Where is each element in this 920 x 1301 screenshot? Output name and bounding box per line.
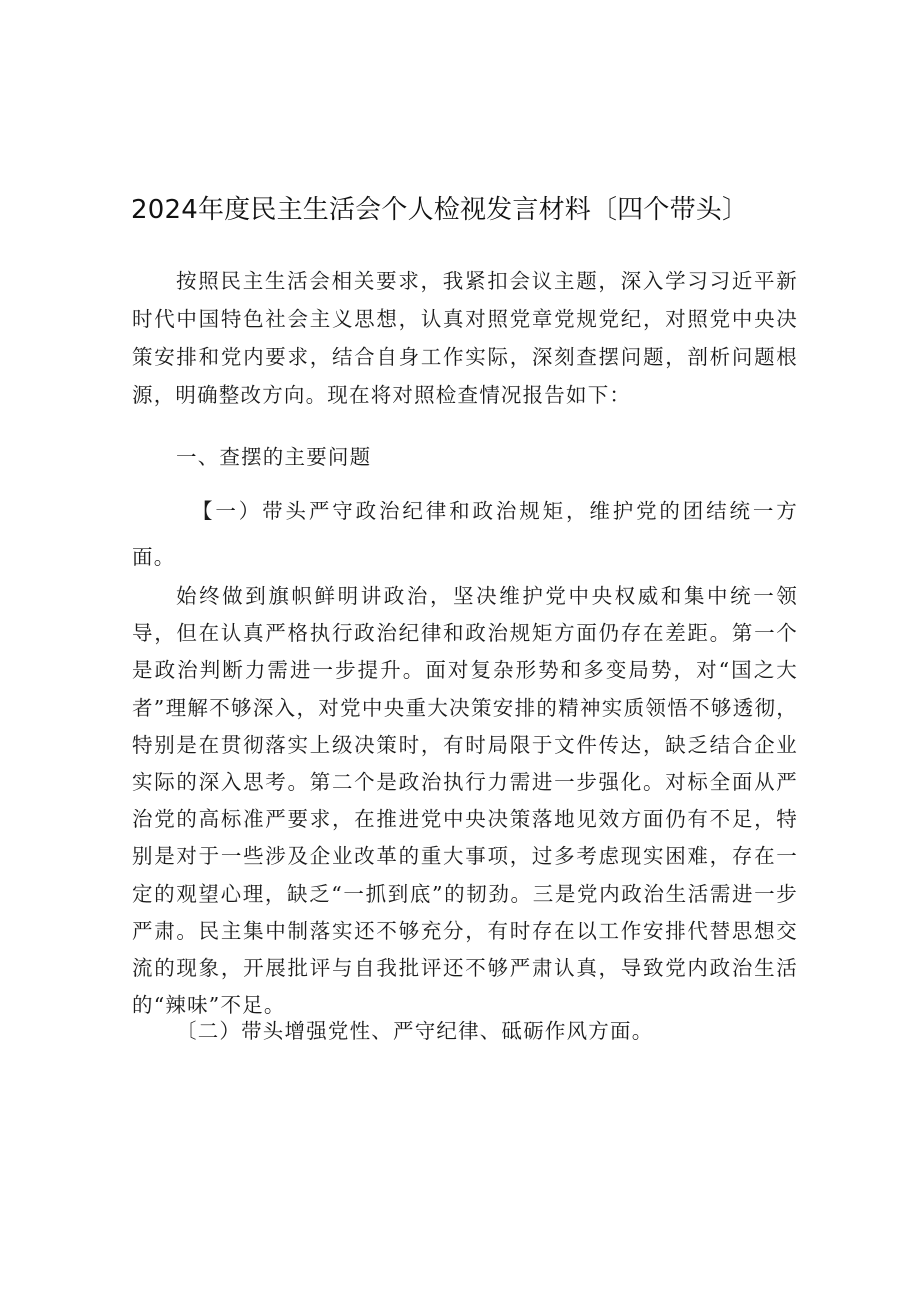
section-heading-1: 一、查摆的主要问题	[176, 445, 372, 469]
subsection-body-1: 始终做到旗帜鲜明讲政治，坚决维护党中央权威和集中统一领导，但在认真严格执行政治纪律和政治规矩方面仍存在差距。第一个是政治判断力需进一步提升。面对复杂形势和多变局势，对“国之大者”理解不够深入，对党中央重大决策安排的精神实质领悟不够透彻，特别是在贯彻落实上级决策时，有时局限于文件传达，缺乏结合企业实际的深入思考。第二个是政治执行力需进一步强化。对标全面从严治党的高标准严要求，在推进党中央决策落地见效方面仍有不足，特别是对于一些涉及企业改革的重大事项，过多考虑现实困难，存在一定的观望心理，缺乏“一抓到底”的韧劲。三是党内政治生活需进一步严肃。民主集中制落实还不够充分，有时存在以工作安排代替思想交流的现象，开展批评与自我批评还不够严肃认真，导致党内政治生活的“辣味”不足。	[132, 584, 798, 1018]
subsection-heading-1: 【一）带头严守政治纪律和政治规矩，维护党的团结统一方面。	[132, 499, 798, 569]
subsection-heading-2: 〔二）带头增强党性、严守纪律、砥砺作风方面。	[176, 1019, 654, 1043]
intro-paragraph: 按照民主生活会相关要求，我紧扣会议主题，深入学习习近平新时代中国特色社会主义思想，认真对照党章党规党纪，对照党中央决策安排和党内要求，结合自身工作实际，深刻查摆问题，剖析问题根源，明确整改方向。现在将对照检查情况报告如下：	[132, 269, 798, 407]
document-title: 2024年度民主生活会个人检视发言材料〔四个带头〕	[131, 195, 749, 225]
